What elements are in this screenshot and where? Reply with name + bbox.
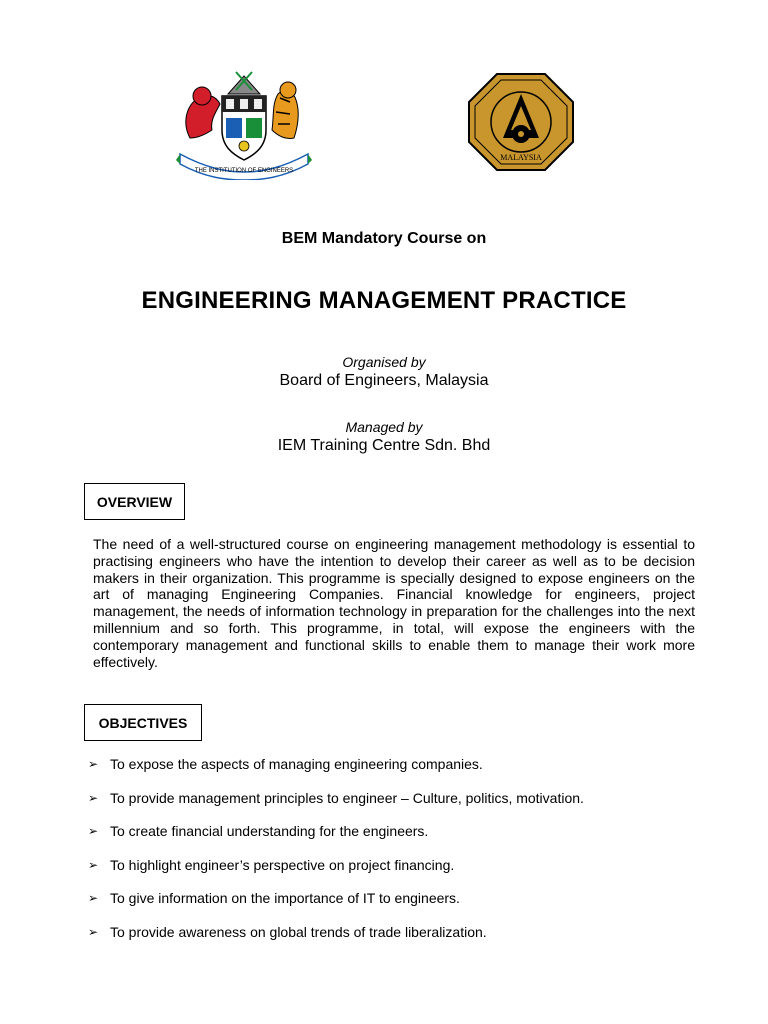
- manager-name: IEM Training Centre Sdn. Bhd: [277, 437, 491, 454]
- objectives-heading-box: [84, 704, 202, 741]
- managed-by-label: Managed by: [345, 419, 423, 435]
- iem-coat-of-arms-logo: [176, 68, 312, 180]
- objective-text: To expose the aspects of managing engineering companies.: [110, 756, 483, 772]
- organised-by-label: Organised by: [342, 354, 426, 370]
- course-title: ENGINEERING MANAGEMENT PRACTICE: [141, 287, 627, 314]
- objective-text: To provide awareness on global trends of trade liberalization.: [110, 923, 487, 940]
- overview-heading: OVERVIEW: [96, 493, 173, 510]
- list-item: [88, 823, 708, 857]
- objective-text: To provide management principles to engineer – Culture, politics, motivation.: [110, 789, 584, 806]
- arrowhead-bullet-icon: ➢: [88, 757, 99, 771]
- objective-text: To give information on the importance of IT to engineers.: [110, 890, 460, 907]
- arrowhead-bullet-icon: ➢: [88, 857, 99, 872]
- list-item: [88, 790, 708, 824]
- bem-seal-logo: [467, 72, 575, 172]
- organiser-name: Board of Engineers, Malaysia: [279, 372, 489, 389]
- objective-text: To highlight engineer’s perspective on project financing.: [110, 856, 455, 873]
- list-item: [88, 890, 708, 924]
- arrowhead-bullet-icon: ➢: [88, 924, 99, 939]
- svg-text:MALAYSIA: MALAYSIA: [500, 153, 542, 162]
- overview-heading-box: [84, 483, 185, 520]
- list-item: [88, 756, 708, 790]
- arrowhead-bullet-icon: ➢: [88, 824, 99, 839]
- svg-text:THE INSTITUTION OF ENGINEERS: THE INSTITUTION OF ENGINEERS: [194, 168, 294, 174]
- objective-text: To create financial understanding for the engineers.: [110, 823, 429, 840]
- objectives-heading: OBJECTIVES: [98, 714, 188, 731]
- arrowhead-bullet-icon: ➢: [88, 891, 99, 906]
- course-subtitle: BEM Mandatory Course on: [281, 230, 487, 247]
- list-item: [88, 857, 708, 891]
- overview-paragraph: The need of a well-structured course on engineering management methodology is essential to practising engineers who have the intention to develop their career as well as to be decision makers in their organization. This programme is specially designed to expose engineers on the art of managing Engineering Companies. Financial knowledge for engineers, project management, the needs of information technology in preparation for the challenges into the next millennium and so forth. This programme, in total, will expose the engineers with the contemporary management and functional skills to enable them to manage their work more effectively.: [93, 536, 695, 670]
- list-item: [88, 924, 708, 958]
- objectives-list: [88, 756, 708, 958]
- arrowhead-bullet-icon: ➢: [88, 790, 99, 805]
